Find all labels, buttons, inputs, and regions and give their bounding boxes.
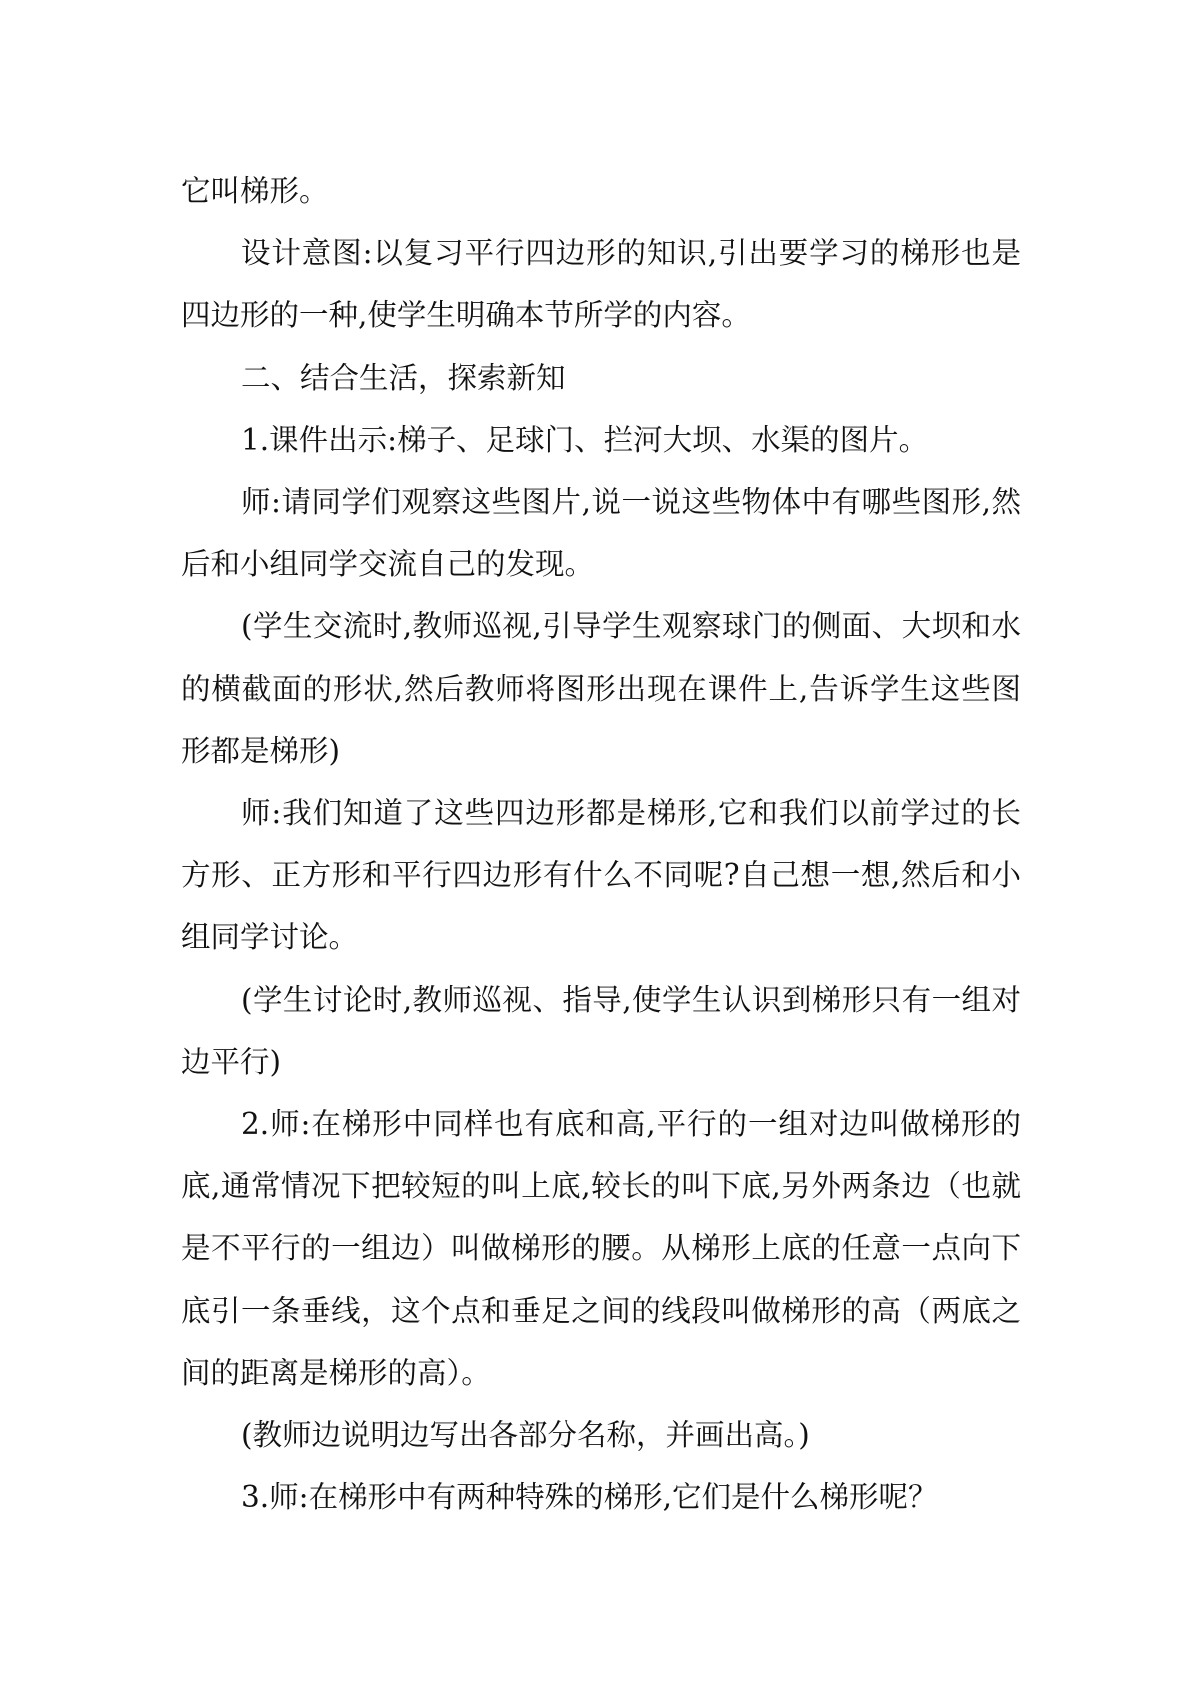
document-body (181, 160, 1021, 1528)
paragraph-10: (教师边说明边写出各部分名称，并画出高。) (241, 1418, 810, 1453)
section-heading: 二、结合生活，探索新知 (241, 360, 566, 395)
paragraph-11: 3.师:在梯形中有两种特殊的梯形,它们是什么梯形呢？ (241, 1480, 938, 1515)
paragraph-1: 它叫梯形。 (181, 174, 329, 208)
paragraph-5: 师:请同学们观察这些图片,说一说这些物体中有哪些图形,然后和小组同学交流自己的发现。 (181, 485, 1021, 582)
paragraph-9: 2.师:在梯形中同样也有底和高,平行的一组对边叫做梯形的底,通常情况下把较短的叫上底,较长的叫下底,另外两条边（也就是不平行的一组边）叫做梯形的腰。从梯形上底的任意一点向下底引一条垂线，这个点和垂足之间的线段叫做梯形的高（两底之间的距离是梯形的高）。 (181, 1107, 1021, 1390)
paragraph-6: (学生交流时,教师巡视,引导学生观察球门的侧面、大坝和水的横截面的形状,然后教师将图形出现在课件上,告诉学生这些图形都是梯形) (181, 609, 1021, 768)
paragraph-4: 1.课件出示:梯子、足球门、拦河大坝、水渠的图片。 (241, 422, 929, 457)
paragraph-7: 师:我们知道了这些四边形都是梯形,它和我们以前学过的长方形、正方形和平行四边形有什么不同呢?自己想一想,然后和小组同学讨论。 (181, 796, 1021, 955)
paragraph-2: 设计意图:以复习平行四边形的知识,引出要学习的梯形也是四边形的一种,使学生明确本节所学的内容。 (181, 236, 1021, 333)
paragraph-8: (学生讨论时,教师巡视、指导,使学生认识到梯形只有一组对边平行) (181, 982, 1021, 1079)
